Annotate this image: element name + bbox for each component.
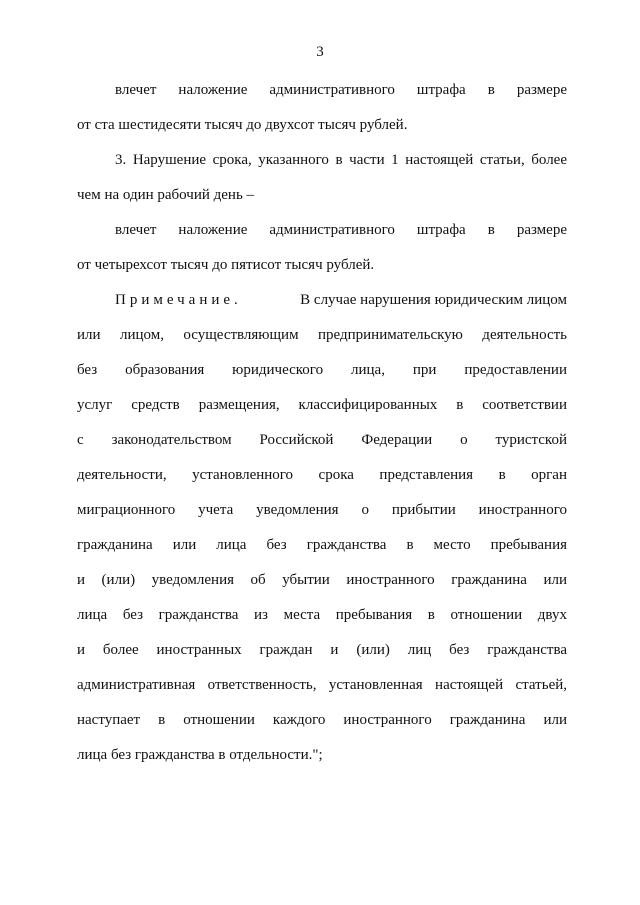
text-line: лица без гражданства в отдельности."; — [77, 747, 323, 763]
text-line: с законодательством Российской Федерации о туристской — [77, 432, 567, 448]
note-text: В случае нарушения юридическим лицом — [300, 292, 567, 308]
text-line: наступает в отношении каждого иностранного гражданина или — [77, 712, 567, 728]
text-line: и (или) уведомления об убытии иностранного гражданина или — [77, 572, 567, 588]
text-line: влечет наложение административного штрафа в размере — [115, 222, 567, 238]
text-line: чем на один рабочий день – — [77, 187, 255, 203]
text-line: миграционного учета уведомления о прибытии иностранного — [77, 502, 567, 518]
text-line: 3. Нарушение срока, указанного в части 1 настоящей статьи, более — [115, 152, 567, 168]
text-line: от ста шестидесяти тысяч до двухсот тысяч рублей. — [77, 117, 408, 133]
text-line: административная ответственность, установленная настоящей статьей, — [77, 677, 567, 693]
text-line: услуг средств размещения, классифицированных в соответствии — [77, 397, 567, 413]
text-line: и более иностранных граждан и (или) лиц без гражданства — [77, 642, 567, 658]
text-line: лица без гражданства из места пребывания в отношении двух — [77, 607, 567, 623]
text-line: деятельности, установленного срока представления в орган — [77, 467, 567, 483]
text-line: без образования юридического лица, при предоставлении — [77, 362, 567, 378]
note-heading: Примечание. — [115, 292, 242, 308]
text-line: или лицом, осуществляющим предпринимательскую деятельность — [77, 327, 567, 343]
text-line: влечет наложение административного штрафа в размере — [115, 82, 567, 98]
page-number: 3 — [316, 44, 324, 60]
note-first-line — [115, 290, 567, 310]
text-line: от четырехсот тысяч до пятисот тысяч рублей. — [77, 257, 375, 273]
text-line: гражданина или лица без гражданства в место пребывания — [77, 537, 567, 553]
